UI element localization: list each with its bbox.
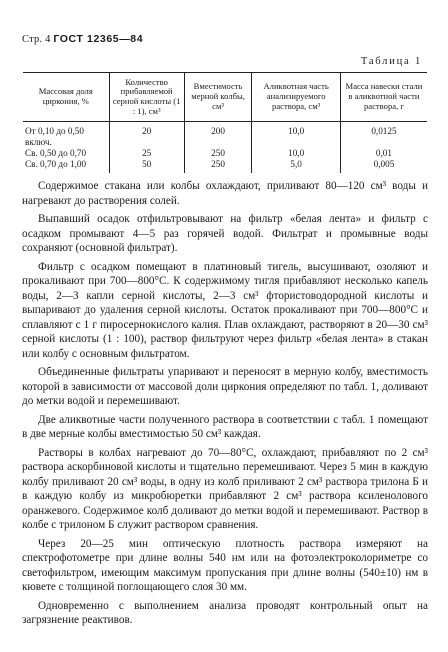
cell-range: Св. 0,50 до 0,70 [25,148,87,159]
table-1 [23,72,427,173]
column-header: Количество прибавляемой серной кислоты (1 : 1), см³ [109,73,184,122]
page-header [22,33,143,45]
paragraph: Объединенные фильтраты упаривают и переносят в мерную колбу, вместимость которой в зависимости от массовой доли циркония определяют по табл. 1, доливают до метки водой и перемешивают. [22,366,428,407]
column-header: Масса навески стали в аликвотной части раствора, г [340,73,427,122]
cell-flask: 250 [184,148,252,159]
cell-range: Св. 0,70 до 1,00 [25,159,87,170]
column-header: Аликвотная часть анализируемого раствора, см³ [252,73,341,122]
table-row [23,159,427,173]
paragraph: Содержимое стакана или колбы охлаждают, приливают 80—120 см³ воды и нагревают до растворения солей. [22,180,428,207]
cell-aliquot: 5,0 [252,159,341,173]
table-row [23,148,427,159]
column-header: Вместимость мерной колбы, см³ [184,73,252,122]
page-number: Стр. 4 [22,34,51,45]
paragraph: Две аликвотные части полученного раствора в соответствии с табл. 1 помещают в две мерные колбы вместимостью 50 см³ каждая. [22,413,428,440]
cell-flask: 200 [184,122,252,149]
cell-range: От 0,10 до 0,50 включ. [25,126,84,148]
table-header-row [23,73,427,122]
table-row [23,122,427,149]
cell-acid: 50 [109,159,184,173]
body-text [22,179,428,632]
column-header: Массовая доля циркония, % [23,73,109,122]
paragraph: Одновременно с выполнением анализа проводят контрольный опыт на загрязнение реактивов. [22,599,428,626]
paragraph: Через 20—25 мин оптическую плотность раствора измеряют на спектрофотометре при длине волны 540 нм или на фотоэлектроколориметре со светофильтром, имеющим максимум пропускания при длине волны (540±10) нм в кювете с толщиной поглощающего слоя 30 мм. [22,537,428,593]
cell-mass: 0,005 [340,159,427,173]
cell-flask: 250 [184,159,252,173]
cell-mass: 0,0125 [340,122,427,149]
cell-mass: 0,01 [340,148,427,159]
paragraph: Фильтр с осадком помещают в платиновый тигель, высушивают, озоляют и прокаливают при 700—800°С. К содержимому тигля прибавляют несколько капель воды, 2—3 капли серной кислоты, 2—3 см³ фтористоводородной кислоты и выпаривают до удаления серной кислоты. Остаток прокаливают при 700—800°С и сплавляют с 1 г пиросернокислого калия. Плав охлаждают, растворяют в 20—30 см³ серной кислоты (1 : 100), раствор фильтруют через фильтр «белая лента» в стакан или колбу с основным фильтратом. [22,260,428,360]
cell-aliquot: 10,0 [252,148,341,159]
cell-acid: 20 [109,122,184,149]
table-label: Таблица 1 [360,56,422,67]
paragraph: Растворы в колбах нагревают до 70—80°С, охлаждают, прибавляют по 2 см³ раствора аскорбиновой кислоты и тщательно перемешивают. Через 5 мин в каждую колбу приливают 20 см³ воды, в одну из колб приливают 2 см³ раствора трилона Б и в каждую колбу из микробюретки прибавляют 2 см³ раствора ксиленолового оранжевого. Содержимое колб доливают до метки водой и перемешивают. Раствор в колбе с трилоном Б служит раствором сравнения. [22,446,428,531]
cell-acid: 25 [109,148,184,159]
paragraph: Выпавший осадок отфильтровывают на фильтр «белая лента» и фильтр с осадком промывают 4—5 раз горячей водой. Фильтрат и промывные воды сохраняют (основной фильтрат). [22,213,428,254]
standard-code: ГОСТ 12365—84 [53,33,144,45]
cell-aliquot: 10,0 [252,122,341,149]
